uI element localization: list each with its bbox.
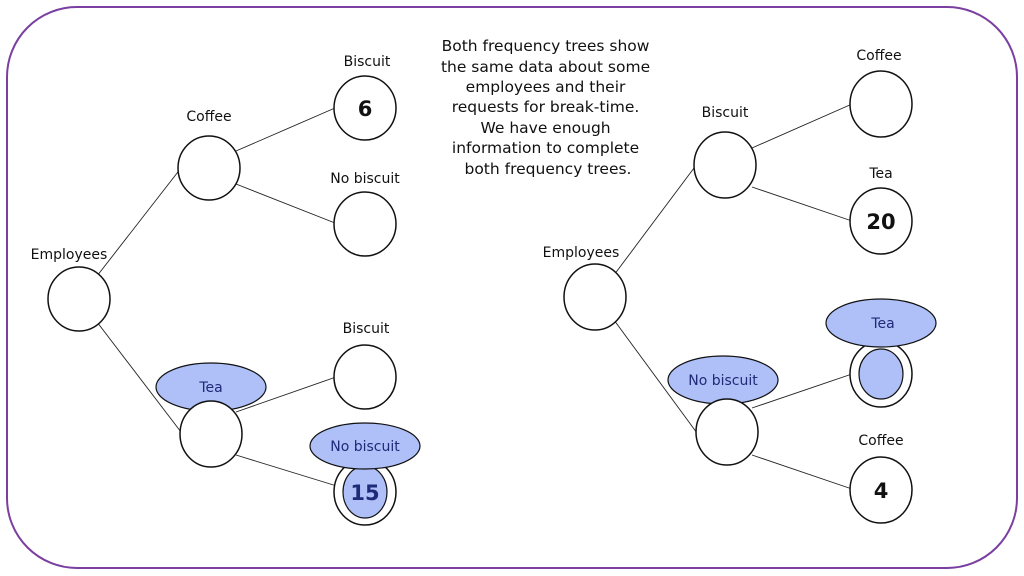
tree1-leaf-label: Biscuit	[343, 54, 391, 70]
description-line: requests for break-time.	[451, 98, 640, 116]
description-text	[441, 37, 655, 178]
tree1-branch-tea	[156, 363, 266, 467]
description-line: both frequency trees.	[464, 160, 632, 178]
tree1-branch-top-label: Coffee	[186, 109, 232, 125]
tree1-branch-coffee	[178, 109, 240, 200]
tree2-leaf-circle	[850, 71, 912, 137]
tree2-leaf-no-biscuit-coffee	[850, 433, 912, 523]
tree2-leaf-biscuit-coffee	[850, 48, 912, 137]
tree1-leaf-tea-no-biscuit	[310, 423, 420, 525]
tree2-leaf-label: Tea	[871, 316, 895, 332]
tree2-leaf-biscuit-tea	[850, 166, 912, 254]
description-line: the same data about some	[440, 58, 651, 76]
tree2-edge	[614, 164, 697, 275]
description-line: Both frequency trees show	[441, 37, 650, 55]
tree2-branch-no-biscuit	[668, 356, 778, 465]
description-line: information to complete	[451, 139, 640, 157]
tree2-leaf-label: Coffee	[858, 433, 904, 449]
tree2-leaf-no-biscuit-tea	[826, 299, 936, 407]
tree1-edge	[236, 108, 335, 151]
tree1-leaf-label: No biscuit	[330, 439, 400, 455]
tree2-branch-biscuit	[694, 105, 756, 198]
tree1-edge	[97, 168, 181, 276]
tree1-root-label: Employees	[30, 247, 108, 263]
description-line: We have enough	[480, 119, 611, 137]
tree1-leaf-tea-biscuit	[334, 321, 396, 409]
tree2-root-label: Employees	[542, 245, 620, 261]
tree2-branch-bottom-label: No biscuit	[688, 373, 758, 389]
tree2-leaf-highlight-fill	[859, 349, 903, 399]
tree1-leaf-coffee-biscuit	[334, 54, 396, 140]
tree2-root-circle	[564, 264, 626, 330]
tree1-branch-bottom-circle	[180, 401, 242, 467]
tree1-leaf-circle	[334, 345, 396, 409]
tree1-root-circle	[48, 267, 110, 331]
tree2-branch-top-circle	[694, 132, 756, 198]
tree2-edge	[752, 187, 852, 221]
tree1-leaf-coffee-no-biscuit	[330, 171, 400, 256]
tree2-root-node	[543, 245, 626, 330]
tree2-leaf-label: Coffee	[856, 48, 902, 64]
tree2-edge	[752, 455, 852, 489]
tree1-root-node	[31, 247, 110, 331]
description-line: employees and their	[465, 78, 626, 96]
tree2-leaf-value: 4	[873, 479, 889, 503]
tree2-edge	[752, 104, 852, 148]
tree2-branch-bottom-circle	[696, 399, 758, 465]
tree1-leaf-label: Biscuit	[342, 321, 390, 337]
tree2-branch-top-label: Biscuit	[701, 105, 749, 121]
tree2-leaf-label: Tea	[869, 166, 893, 182]
tree1-leaf-circle	[334, 192, 396, 256]
frequency-tree-left	[31, 54, 420, 525]
tree1-branch-bottom-label: Tea	[199, 380, 223, 396]
tree1-edge	[236, 184, 335, 223]
tree1-leaf-value: 6	[357, 97, 373, 121]
tree1-leaf-value: 15	[350, 481, 380, 505]
tree1-leaf-label: No biscuit	[330, 171, 400, 187]
tree1-branch-top-circle	[178, 136, 240, 200]
tree2-leaf-value: 20	[866, 210, 896, 234]
